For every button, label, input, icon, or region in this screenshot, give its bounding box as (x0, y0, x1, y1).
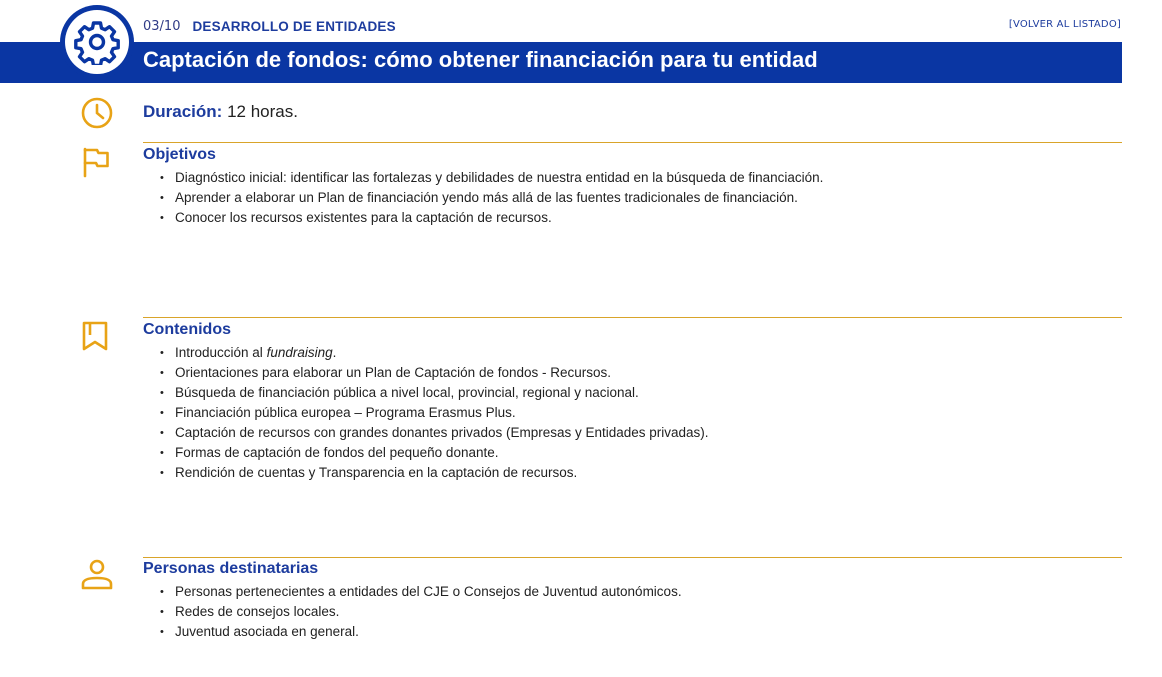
back-to-list-link[interactable]: [VOLVER AL LISTADO] (1008, 19, 1121, 30)
duration (143, 102, 298, 122)
course-number: 03/10 (143, 18, 181, 34)
contenidos-title: Contenidos (143, 321, 231, 338)
list-item: • Búsqueda de financiación pública a nivel local, provincial, regional y nacional. (160, 383, 709, 403)
list-item: • Redes de consejos locales. (160, 602, 682, 622)
clock-icon (80, 96, 114, 130)
list-item: • Aprender a elaborar un Plan de financiación yendo más allá de las fuentes tradicionales de financiación. (160, 188, 823, 208)
category-label: DESARROLLO DE ENTIDADES (192, 18, 396, 34)
header-meta (143, 17, 396, 35)
person-icon (80, 558, 114, 592)
list-item: • Diagnóstico inicial: identificar las fortalezas y debilidades de nuestra entidad en la búsqueda de financiación. (160, 168, 823, 188)
page-title: Captación de fondos: cómo obtener financiación para tu entidad (143, 47, 818, 72)
contenidos-list (160, 343, 709, 483)
section-divider (143, 142, 1122, 143)
list-item: • Conocer los recursos existentes para la captación de recursos. (160, 208, 823, 228)
destinatarios-list (160, 582, 682, 642)
list-item: • Captación de recursos con grandes donantes privados (Empresas y Entidades privadas). (160, 423, 709, 443)
category-badge (60, 5, 134, 79)
destinatarios-title: Personas destinatarias (143, 560, 319, 577)
list-item: • Formas de captación de fondos del pequeño donante. (160, 443, 709, 463)
list-item: • Rendición de cuentas y Transparencia en la captación de recursos. (160, 463, 709, 483)
list-item: • Introducción al fundraising. (160, 343, 709, 363)
bookmark-icon (80, 319, 112, 353)
objetivos-title: Objetivos (143, 146, 216, 163)
objetivos-list (160, 168, 823, 228)
section-divider (143, 317, 1122, 318)
duration-value: 12 horas. (227, 102, 298, 121)
flag-icon (80, 146, 112, 178)
list-item: • Juventud asociada en general. (160, 622, 682, 642)
section-divider (143, 557, 1122, 558)
list-item: • Personas pertenecientes a entidades del CJE o Consejos de Juventud autonómicos. (160, 582, 682, 602)
list-item: • Financiación pública europea – Programa Erasmus Plus. (160, 403, 709, 423)
duration-label: Duración: (143, 102, 223, 121)
gear-icon (74, 19, 120, 65)
list-item: • Orientaciones para elaborar un Plan de Captación de fondos - Recursos. (160, 363, 709, 383)
